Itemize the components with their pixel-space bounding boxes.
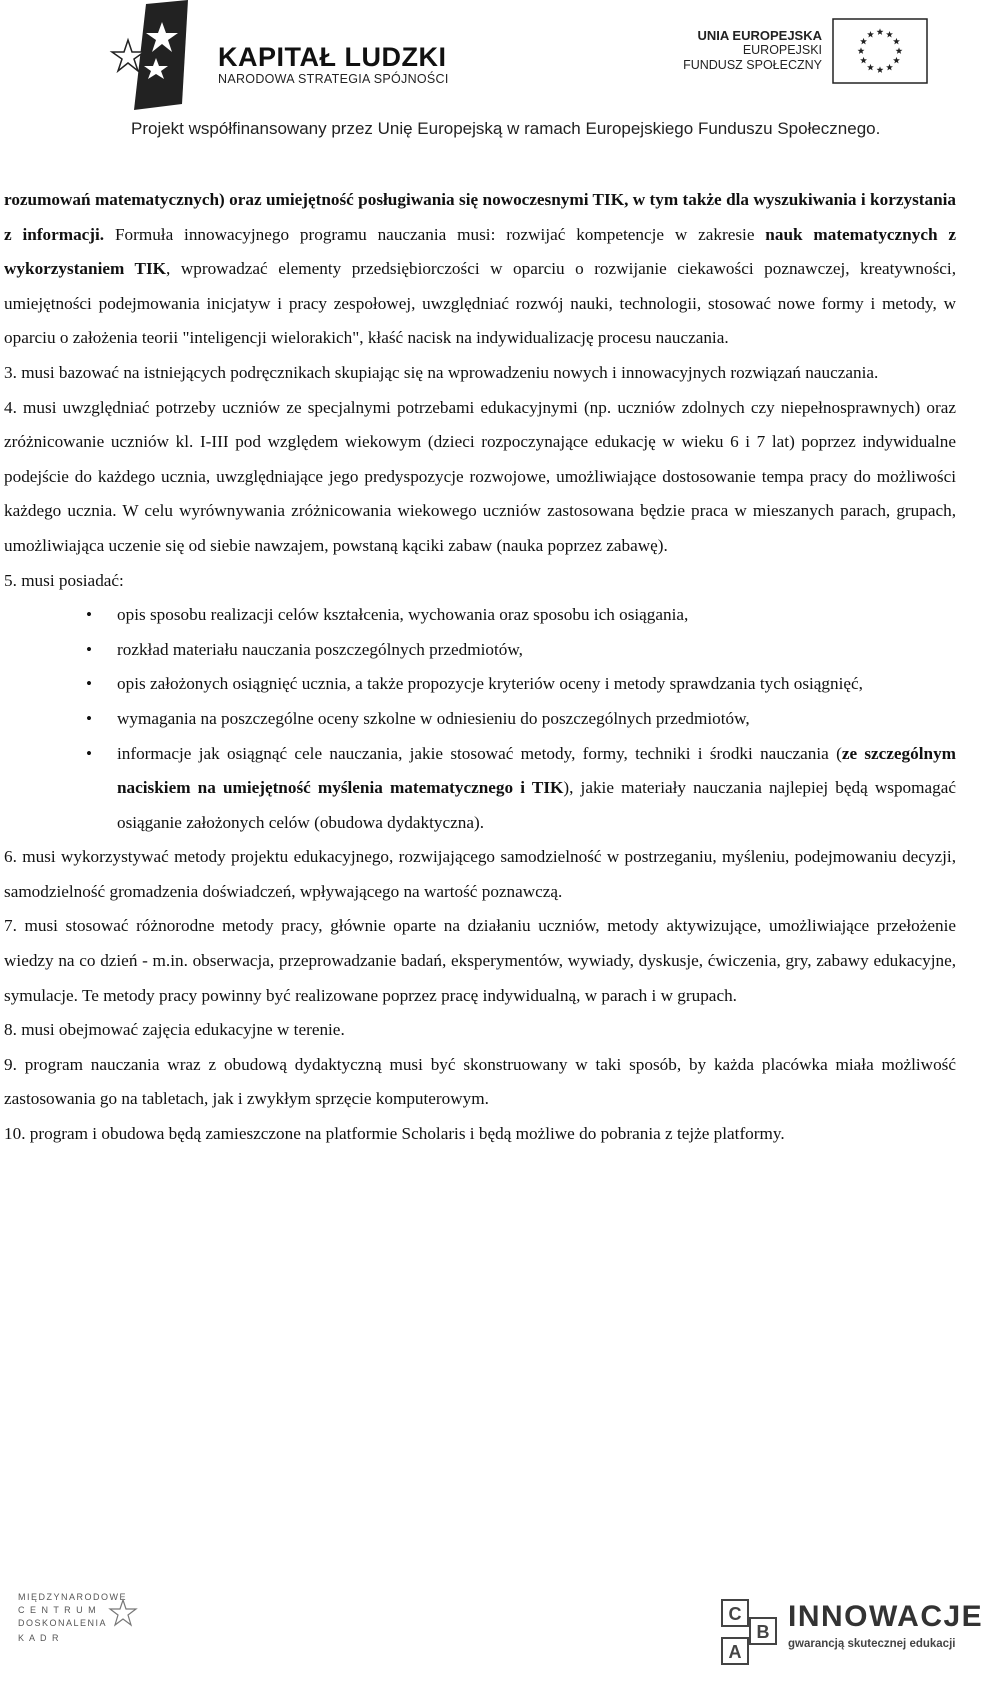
svg-text:B: B	[756, 1622, 770, 1642]
mck-line-2: C E N T R U M	[18, 1605, 98, 1615]
eu-flag-icon	[832, 18, 928, 84]
innowacje-title: INNOWACJE	[788, 1600, 983, 1633]
alphabet-blocks-icon	[718, 1598, 782, 1670]
text: , wprowadzać elementy przedsiębiorczości w oparciu o rozwijanie ciekawości poznawczej, kreatywności, umiejętności podejmowania inicjatyw i pracy zespołowej, uwzględniać rozwój nauki, technologii, stosować nowe formy i metody, w oparciu o założenia teorii "inteligencji wielorakich", kłaść nacisk na indywidualizację procesu nauczania.	[4, 259, 956, 348]
svg-text:A: A	[728, 1642, 742, 1662]
paragraph-7: 7. musi stosować różnorodne metody pracy, głównie oparte na działaniu uczniów, metody aktywizujące, umożliwiające przełożenie wiedzy na co dzień - m.in. obserwacja, przeprowadzanie badań, eksperymentów, wywiady, dyskusje, ćwiczenia, gry, zabawy edukacyjne, symulacje. Te metody pracy powinny być realizowane poprzez pracę indywidualną, w parach i w grupach.	[4, 916, 956, 1005]
paragraph-2	[4, 183, 956, 356]
list-item: • opis sposobu realizacji celów kształcenia, wychowania oraz sposobu ich osiągania,	[117, 598, 956, 633]
kapital-ludzki-subtitle: NARODOWA STRATEGIA SPÓJNOŚCI	[218, 72, 449, 86]
mck-star-icon	[108, 1598, 138, 1628]
text: informacje jak osiągnąć cele nauczania, jakie stosować metody, formy, techniki i środki nauczania (	[117, 743, 842, 763]
eu-line-2: EUROPEJSKI	[742, 43, 822, 57]
mck-line-1: MIĘDZYNARODOWE	[18, 1592, 128, 1602]
paragraph-10: 10. program i obudowa będą zamieszczone na platformie Scholaris i będą możliwe do pobrania z tejże platformy.	[4, 1124, 785, 1144]
bold-text: nauk matematycznych z wykorzystaniem TIK	[4, 224, 956, 279]
eu-title: UNIA EUROPEJSKA	[697, 28, 822, 43]
eu-logo-text	[660, 28, 822, 73]
text: ), jakie materiały nauczania najlepiej będą wspomagać osiąganie założonych celów (obudowa dydaktyczna).	[117, 778, 957, 832]
kapital-ludzki-star-icon	[118, 0, 208, 110]
requirements-list	[4, 598, 956, 840]
eu-line-3: FUNDUSZ SPOŁECZNY	[683, 58, 822, 72]
bold-text: ze szczególnym naciskiem na umiejętność myślenia matematycznego i TIK	[117, 743, 956, 798]
paragraph-3: 3. musi bazować na istniejących podręcznikach skupiając się na wprowadzeniu nowych i innowacyjnych rozwiązań nauczania.	[4, 362, 879, 382]
text: Formuła innowacyjnego programu nauczania musi: rozwijać kompetencje w zakresie	[104, 224, 766, 244]
innowacje-logo	[718, 1598, 983, 1670]
header-caption: Projekt współfinansowany przez Unię Europejską w ramach Europejskiego Funduszu Społecznego.	[131, 119, 881, 138]
paragraph-9: 9. program nauczania wraz z obudową dydaktyczną musi być skonstruowany w taki sposób, by każda placówka miała możliwość zastosowania go na tabletach, jak i zwykłym sprzęcie komputerowym.	[4, 1054, 956, 1109]
kapital-ludzki-title: KAPITAŁ LUDZKI	[218, 42, 447, 72]
bold-text: rozumowań matematycznych) oraz umiejętność posługiwania się nowoczesnymi TIK, w tym także dla wyszukiwania i korzystania z informacji.	[4, 190, 956, 244]
mck-line-4: K A D R	[18, 1633, 61, 1643]
paragraph-4: 4. musi uwzględniać potrzeby uczniów ze specjalnymi potrzebami edukacyjnymi (np. uczniów zdolnych czy niepełnosprawnych) oraz zróżnicowanie uczniów kl. I-III pod względem wiekowym (dzieci rozpoczynające edukację w wieku 6 i 7 lat) poprzez indywidualne podejście do każdego ucznia, uwzględniające jego predyspozycje rozwojowe, umożliwiające dostosowanie tempa pracy do możliwości każdego ucznia. W celu wyrównywania zróżnicowania wiekowego uczniów zastosowana będzie praca w mieszanych parach, grupach, umożliwiająca uczenie się od siebie nawzajem, powstaną kąciki zabaw (nauka poprzez zabawę).	[4, 397, 956, 555]
list-item: • rozkład materiału nauczania poszczególnych przedmiotów,	[117, 633, 956, 668]
list-item: • wymagania na poszczególne oceny szkolne w odniesieniu do poszczególnych przedmiotów,	[117, 702, 956, 737]
paragraph-8: 8. musi obejmować zajęcia edukacyjne w terenie.	[4, 1020, 345, 1040]
list-item	[117, 737, 956, 841]
svg-text:C: C	[728, 1604, 742, 1624]
mck-line-3: DOSKONALENIA	[18, 1618, 108, 1628]
paragraph-5: 5. musi posiadać:	[4, 570, 124, 590]
kapital-ludzki-logo	[118, 0, 468, 110]
paragraph-6: 6. musi wykorzystywać metody projektu edukacyjnego, rozwijającego samodzielność w postrzeganiu, myśleniu, podejmowaniu decyzji, samodzielność gromadzenia doświadczeń, wpływającego na wartość poznawczą.	[4, 847, 956, 901]
mck-logo	[18, 1592, 138, 1662]
innowacje-subtitle: gwarancją skutecznej edukacji	[788, 1638, 956, 1650]
document-body	[4, 183, 956, 1152]
list-item: • opis założonych osiągnięć ucznia, a także propozycje kryteriów oceny i metody sprawdzania tych osiągnięć,	[117, 667, 956, 702]
